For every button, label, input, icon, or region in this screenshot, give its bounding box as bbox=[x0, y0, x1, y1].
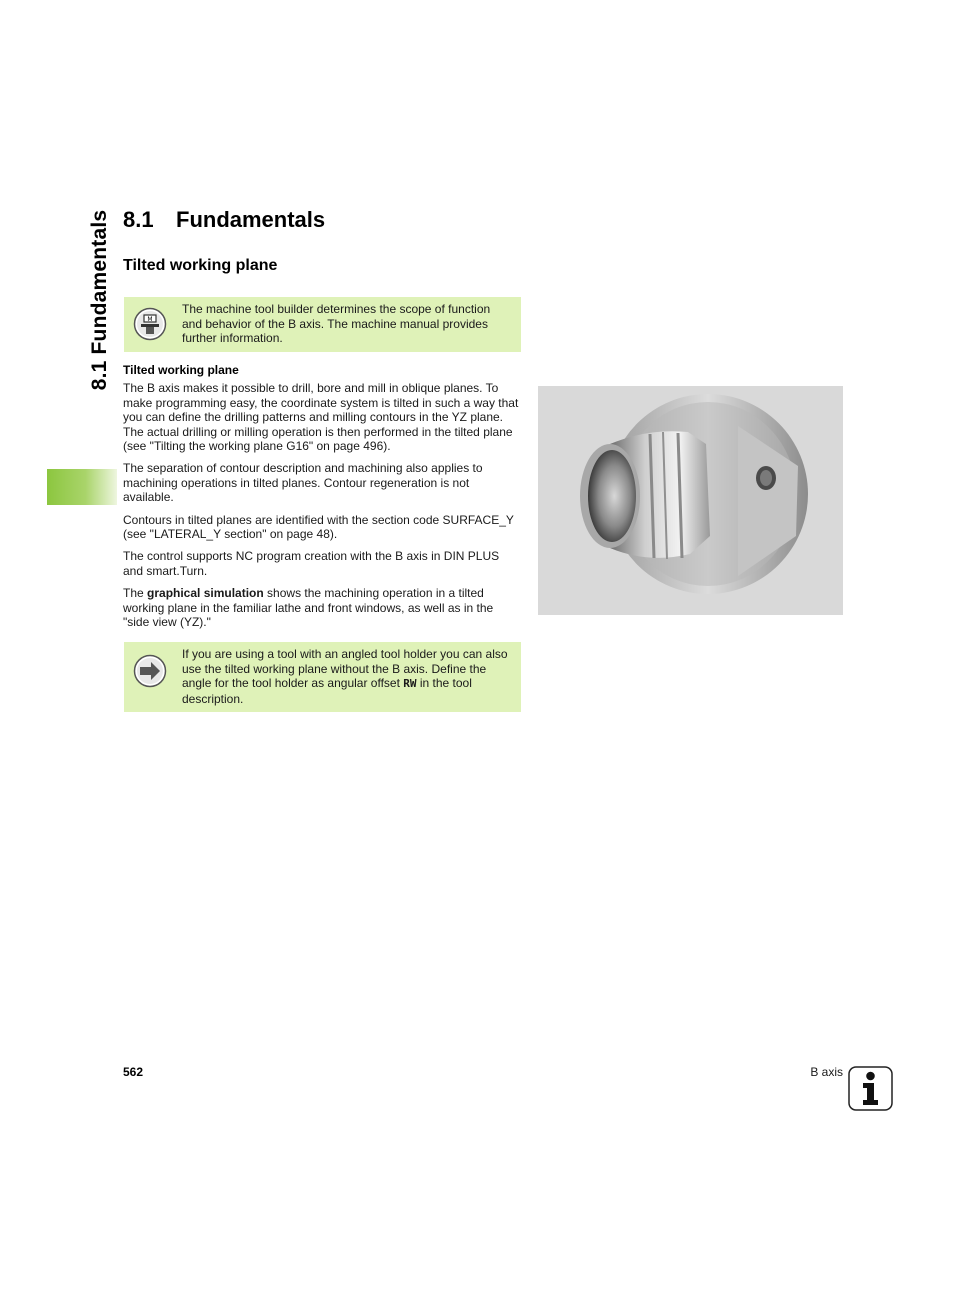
machine-builder-note bbox=[124, 297, 521, 352]
section-heading bbox=[123, 207, 325, 233]
body-subhead: Tilted working plane bbox=[123, 363, 239, 377]
svg-text:M: M bbox=[147, 316, 153, 323]
info-icon bbox=[848, 1066, 893, 1111]
machined-workpiece-photo bbox=[538, 386, 843, 615]
machine-builder-note-text: The machine tool builder determines the scope of function and behavior of the B axis. The machine manual provides further information. bbox=[182, 302, 491, 345]
side-section-title: 8.1 Fundamentals bbox=[88, 209, 111, 391]
graphical-simulation-term: graphical simulation bbox=[147, 586, 264, 601]
tip-note bbox=[124, 642, 521, 712]
paragraph-4: The control supports NC program creation with the B axis in DIN PLUS and smart.Turn. bbox=[123, 549, 500, 578]
body-text bbox=[123, 363, 521, 638]
subsection-heading: Tilted working plane bbox=[123, 257, 278, 274]
workpiece-photo bbox=[538, 386, 843, 615]
arrow-right-icon bbox=[133, 654, 167, 688]
section-title: Fundamentals bbox=[176, 207, 326, 232]
paragraph-5: The graphical simulation shows the machining operation in a tilted working plane in the familiar lathe and front windows, as well as in the "side view (YZ)." bbox=[123, 586, 494, 630]
tip-note-text: If you are using a tool with an angled tool holder you can also use the tilted working plane without the B axis. Define the angle for the tool holder as angular offset RW in the tool description. bbox=[182, 647, 508, 706]
rw-code: RW bbox=[403, 677, 417, 690]
section-number: 8.1 bbox=[123, 207, 154, 232]
footer-chapter-title: B axis bbox=[810, 1065, 843, 1079]
paragraph-1: The B axis makes it possible to drill, bore and mill in oblique planes. To make programming easy, the coordinate system is tilted in such a way that you can define the drilling patterns and milling contours in the YZ plane. The actual drilling or milling operation is then performed in the tilted plane (see "Tilting the working plane G16" on page 496). bbox=[123, 381, 519, 454]
chapter-tab-marker bbox=[47, 469, 117, 505]
paragraph-2: The separation of contour description and machining also applies to machining operations in tilted planes. Contour regeneration is not available. bbox=[123, 461, 483, 505]
machine-builder-icon bbox=[133, 307, 167, 341]
page-number: 562 bbox=[123, 1065, 144, 1079]
paragraph-3: Contours in tilted planes are identified with the section code SURFACE_Y (see "LATERAL_Y section" on page 48). bbox=[123, 512, 514, 542]
